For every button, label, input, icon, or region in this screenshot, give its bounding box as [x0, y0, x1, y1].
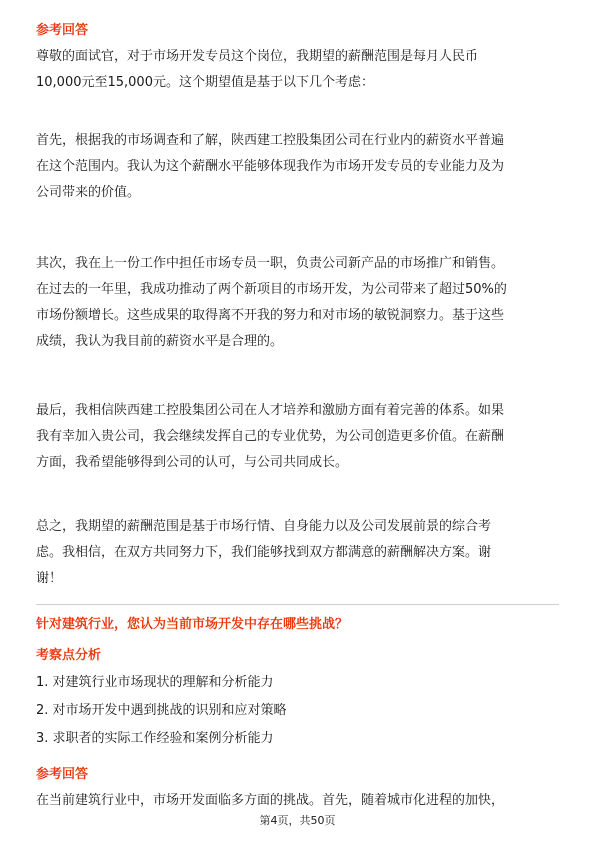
text-line: 我有幸加入贵公司，我会继续发挥自己的专业优势，为公司创造更多价值。在薪酬	[36, 429, 505, 444]
text-line: 公司带来的价值。	[36, 185, 141, 200]
text-line: 市场份额增长。这些成果的取得离不开我的努力和对市场的敏锐洞察力。基于这些	[36, 308, 505, 323]
answer-paragraph-5	[36, 514, 560, 592]
answer-paragraph-1	[36, 44, 560, 96]
answer-paragraph-2	[36, 128, 560, 206]
analysis-item: 3. 求职者的实际工作经验和案例分析能力	[36, 731, 274, 746]
analysis-item: 2. 对市场开发中遇到挑战的识别和应对策略	[36, 703, 287, 718]
text-line: 在过去的一年里，我成功推动了两个新项目的市场开发，为公司带来了超过50%的	[36, 282, 507, 297]
text-line: 最后，我相信陕西建工控股集团公司在人才培养和激励方面有着完善的体系。如果	[36, 403, 505, 418]
reference-answer-heading-2: 参考回答	[36, 767, 89, 782]
answer-paragraph-4	[36, 398, 560, 476]
text-line: 首先，根据我的市场调查和了解，陕西建工控股集团公司在行业内的薪资水平普遍	[36, 133, 505, 148]
answer-paragraph-6	[36, 788, 560, 814]
text-line: 方面，我希望能够得到公司的认可，与公司共同成长。	[36, 455, 349, 470]
answer-paragraph-3	[36, 251, 560, 355]
text-line: 在当前建筑行业中，市场开发面临多方面的挑战。首先，随着城市化进程的加快，	[36, 793, 505, 808]
section-divider	[36, 604, 559, 605]
text-line: 尊敬的面试官，对于市场开发专员这个岗位，我期望的薪酬范围是每月人民币	[36, 49, 479, 64]
text-line: 10,000元至15,000元。这个期望值是基于以下几个考虑：	[36, 75, 374, 90]
text-line: 谢！	[36, 571, 63, 586]
text-line: 总之，我期望的薪酬范围是基于市场行情、自身能力以及公司发展前景的综合考	[36, 519, 492, 534]
interview-question: 针对建筑行业，您认为当前市场开发中存在哪些挑战？	[36, 617, 349, 632]
text-line: 其次，我在上一份工作中担任市场专员一职，负责公司新产品的市场推广和销售。	[36, 256, 505, 271]
text-line: 虑。我相信，在双方共同努力下，我们能够找到双方都满意的薪酬解决方案。谢	[36, 545, 492, 560]
reference-answer-heading: 参考回答	[36, 23, 89, 38]
text-line: 成绩，我认为我目前的薪资水平是合理的。	[36, 334, 284, 349]
analysis-item: 1. 对建筑行业市场现状的理解和分析能力	[36, 675, 274, 690]
analysis-heading: 考察点分析	[36, 648, 102, 663]
page-number: 第4页，共50页	[259, 814, 336, 827]
text-line: 在这个范围内。我认为这个薪酬水平能够体现我作为市场开发专员的专业能力及为	[36, 159, 505, 174]
